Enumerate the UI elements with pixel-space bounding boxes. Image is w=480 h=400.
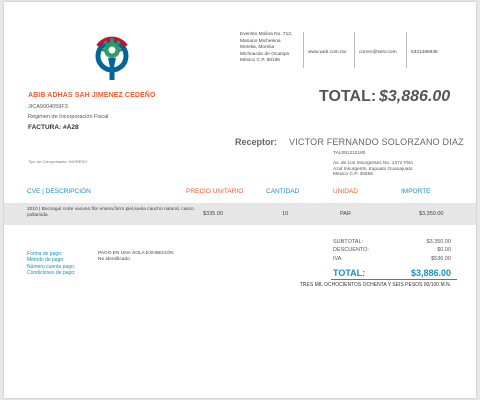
payment-method-value: No identificado bbox=[98, 257, 130, 263]
row-amount: $3,350.00 bbox=[419, 211, 444, 217]
invoice-page bbox=[4, 2, 476, 398]
header-total-value: $3,886.00 bbox=[379, 88, 451, 105]
logo-green-gear bbox=[102, 38, 122, 58]
row-quantity: 10 bbox=[282, 211, 289, 217]
divider bbox=[354, 32, 355, 68]
receptor-label: Receptor: bbox=[235, 137, 278, 147]
divider bbox=[303, 32, 304, 68]
iva-label: IVA bbox=[333, 256, 342, 262]
issuer-address-line: Morelia, Morelia bbox=[240, 45, 275, 51]
receptor-address-line: México C.P. 36555 bbox=[333, 172, 373, 178]
issuer-address-line: Everisto Molina No. 712, bbox=[240, 32, 293, 37]
payment-form-value: PAGO EN UNA SOLA EXHIBICIÓN bbox=[98, 251, 174, 256]
payment-method-label: Método de pago: bbox=[27, 257, 65, 264]
col-header-description: CVE | DESCRIPCIÓN bbox=[27, 188, 91, 195]
subtotal-label: SUBTOTAL: bbox=[333, 239, 364, 245]
issuer-rfc: JICA9004059F3 bbox=[28, 104, 68, 110]
payment-values bbox=[98, 251, 174, 264]
amount-in-words: TRES MIL OCHOCIENTOS OCHENTA Y SEIS PESOS 00/100 M.N. bbox=[299, 282, 451, 288]
receptor-rfc: TAL091210180 bbox=[333, 151, 366, 156]
row-description: 2010 | Boccegul corte vacuno flor entera,forro piel,suela caucho natural, casco pollamida bbox=[27, 207, 194, 218]
row-unit-price: $335.00 bbox=[203, 211, 223, 217]
col-header-unit: UNIDAD bbox=[333, 188, 358, 195]
col-header-unit-price: PRECIO UNITARIO bbox=[186, 188, 244, 195]
issuer-address-line: Mariano Michelena bbox=[240, 38, 281, 44]
summary-total-label: TOTAL: bbox=[333, 268, 366, 278]
issuer-regime: Régimen de Incorporación Fiscal bbox=[28, 114, 109, 120]
issuer-address-line: Michoacán de Ocampo bbox=[240, 51, 290, 57]
issuer-address-line: México C.P. 58195 bbox=[240, 58, 280, 64]
discount-label: DESCUENTO: bbox=[333, 247, 369, 253]
col-header-quantity: CANTIDAD bbox=[266, 188, 300, 195]
contact-email: correo@serv.com bbox=[359, 50, 397, 55]
contact-web: www.web.com.mx bbox=[308, 50, 347, 55]
comprobante-type: Tipo de Comprobante: INGRESO bbox=[28, 159, 88, 164]
payment-conditions-label: Condiciones de pago: bbox=[27, 270, 76, 277]
total-underline bbox=[331, 279, 457, 280]
issuer-name: ABIB ADHAS SAH JIMENEZ CEDEÑO bbox=[28, 92, 156, 99]
payment-labels bbox=[27, 251, 75, 277]
invoice-number: FACTURA: #A28 bbox=[28, 124, 79, 131]
payment-account-label: Número cuenta pago: bbox=[27, 263, 76, 270]
summary-total-value: $3,886.00 bbox=[410, 268, 451, 278]
receptor-address-line: Azul Insurgents, Irapuato Guanajuato bbox=[333, 166, 413, 172]
receptor-address bbox=[333, 161, 423, 178]
receptor-name: VICTOR FERNANDO SOLORZANO DIAZ bbox=[289, 137, 464, 147]
payment-form-label: Forma de pago: bbox=[27, 251, 63, 257]
row-unit: PAR bbox=[340, 211, 351, 217]
company-logo-icon bbox=[90, 32, 134, 86]
contact-phone: 5321486936 bbox=[411, 50, 438, 55]
subtotal-value: $3,350.00 bbox=[426, 239, 451, 245]
divider bbox=[406, 32, 407, 68]
receptor-address-line: Av. de Los Insurgentes No. 1372 Piso bbox=[333, 161, 414, 166]
discount-value: $0.00 bbox=[437, 247, 451, 253]
col-header-amount: IMPORTE bbox=[401, 188, 431, 195]
issuer-address bbox=[240, 32, 304, 65]
header-total-label: TOTAL: bbox=[319, 88, 377, 105]
iva-value: $536.00 bbox=[431, 256, 451, 262]
